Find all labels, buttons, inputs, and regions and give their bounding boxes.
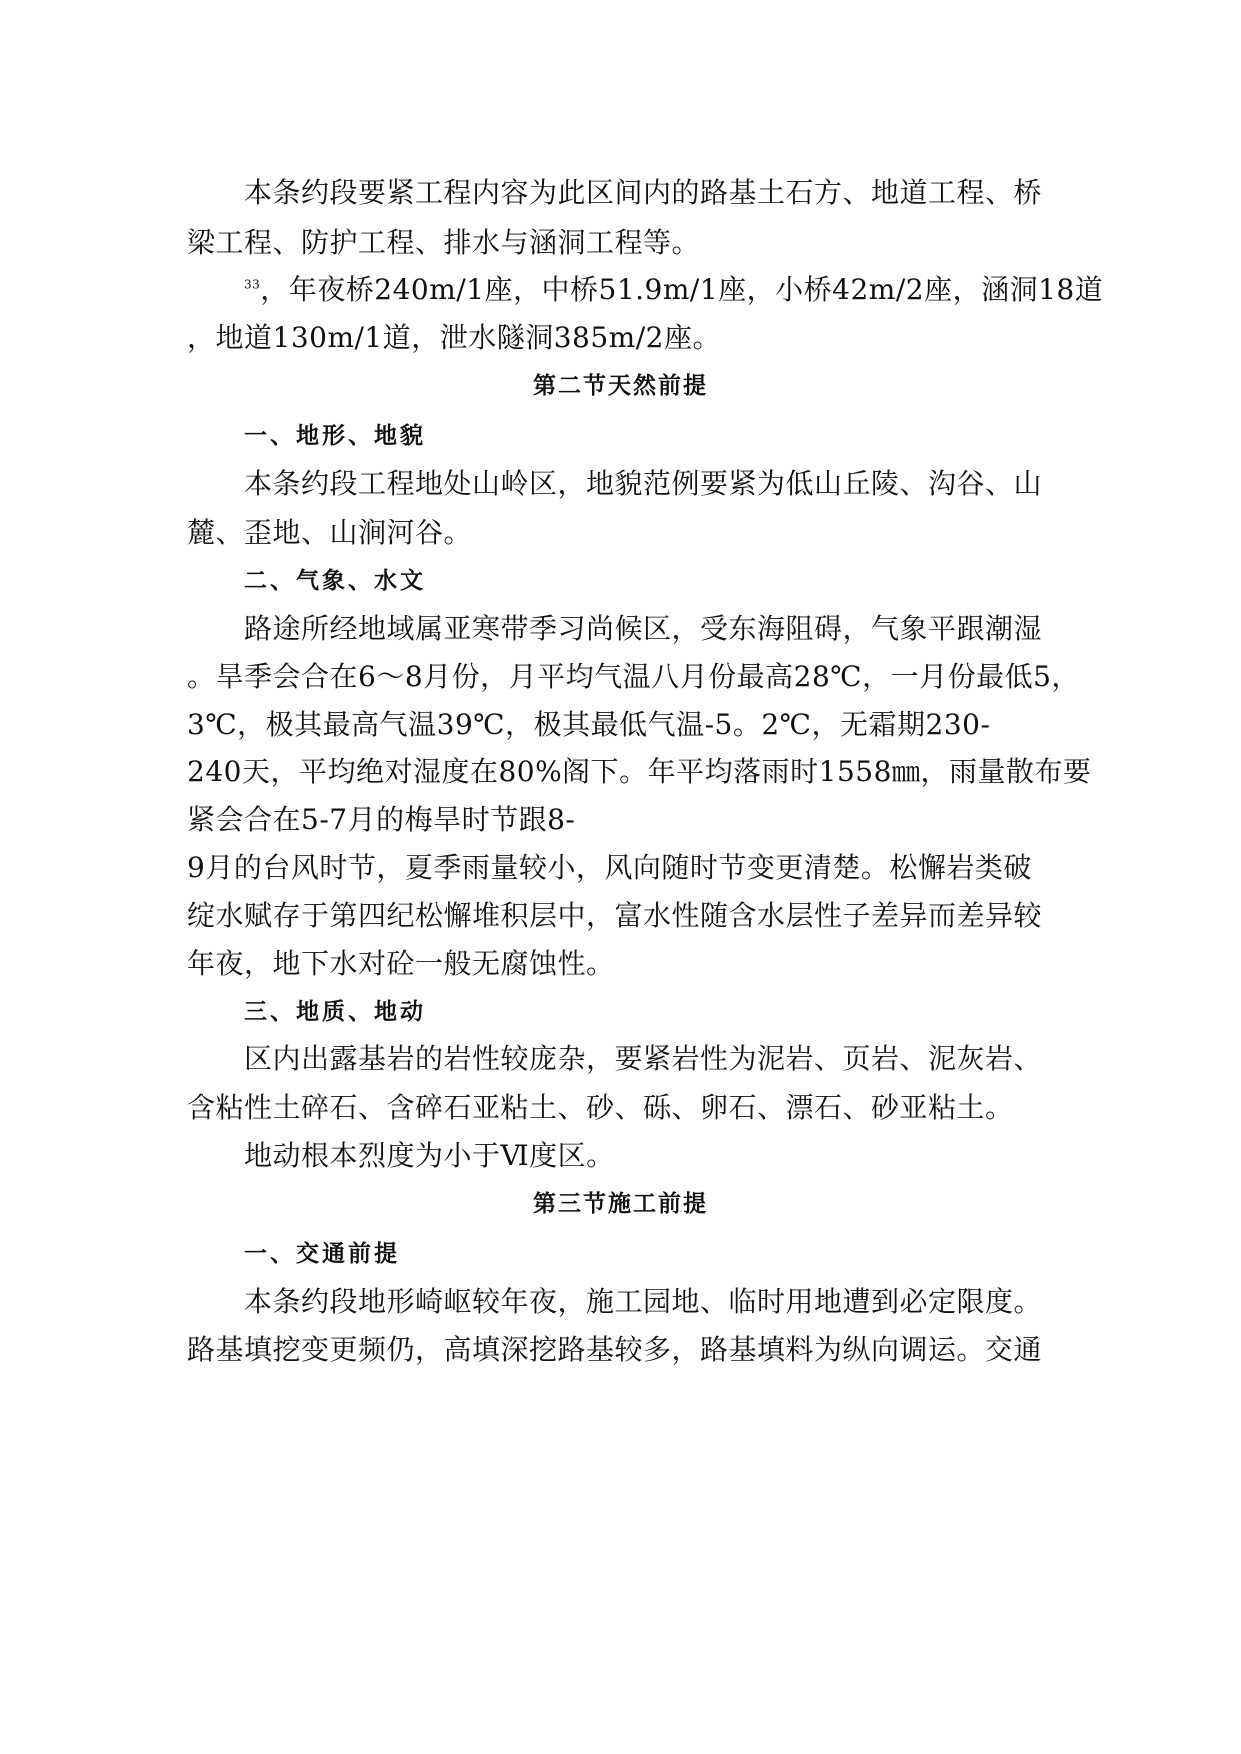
paragraph-line: 路基填挖变更频仍，高填深挖路基较多，路基填料为纵向调运。交通	[187, 1333, 1043, 1366]
bridge-summary-line: ，地道130m/1道，泄水隧洞385m/2座。	[187, 321, 721, 354]
paragraph-line: 绽水赋存于第四纪松懈堆积层中，富水性随含水层性子差异而差异较	[187, 899, 1043, 932]
intro-paragraph-line: 本条约段要紧工程内容为此区间内的路基土石方、地道工程、桥	[244, 176, 1043, 209]
section-title: 第二节天然前提	[533, 372, 708, 399]
paragraph-line: 3℃，极其最高气温39℃，极其最低气温-5。2℃，无霜期230-	[187, 708, 991, 741]
subsection-heading: 一、地形、地貌	[244, 422, 426, 449]
paragraph-line: 区内出露基岩的岩性较庞杂，要紧岩性为泥岩、页岩、泥灰岩、	[244, 1042, 1043, 1075]
paragraph-line: 9月的台风时节，夏季雨量较小，风向随时节变更清楚。松懈岩类破	[187, 851, 1032, 884]
intro-paragraph-line: 梁工程、防护工程、排水与涵洞工程等。	[187, 226, 701, 259]
paragraph-line: 。旱季会合在6～8月份，月平均气温八月份最高28℃，一月份最低5，	[187, 660, 1080, 693]
section-title: 第三节施工前提	[533, 1190, 708, 1217]
footnote-marker: 33	[244, 277, 261, 292]
subsection-heading: 三、地质、地动	[244, 998, 426, 1025]
paragraph-line: 240天，平均绝对湿度在80%阁下。年平均落雨时1558㎜，雨量散布要	[187, 755, 1092, 788]
paragraph-line: 本条约段地形崎岖较年夜，施工园地、临时用地遭到必定限度。	[244, 1285, 1043, 1318]
paragraph-line: 紧会合在5-7月的梅旱时节跟8-	[187, 803, 576, 836]
paragraph-line: 麓、歪地、山涧河谷。	[187, 516, 473, 549]
paragraph-line: 地动根本烈度为小于Ⅵ度区。	[244, 1139, 615, 1172]
paragraph-line: 年夜，地下水对砼一般无腐蚀性。	[187, 947, 615, 980]
bridge-summary-line	[244, 270, 1103, 310]
paragraph-line: 路途所经地域属亚寒带季习尚候区，受东海阻碍，气象平跟潮湿	[244, 612, 1043, 645]
bridge-summary-text: ，年夜桥240m/1座，中桥51.9m/1座，小桥42m/2座，涵洞18道	[260, 273, 1104, 306]
paragraph-line: 本条约段工程地处山岭区，地貌范例要紧为低山丘陵、沟谷、山	[244, 467, 1043, 500]
subsection-heading: 一、交通前提	[244, 1240, 400, 1267]
paragraph-line: 含粘性土碎石、含碎石亚粘土、砂、砾、卵石、漂石、砂亚粘土。	[187, 1091, 1014, 1124]
subsection-heading: 二、气象、水文	[244, 567, 426, 594]
